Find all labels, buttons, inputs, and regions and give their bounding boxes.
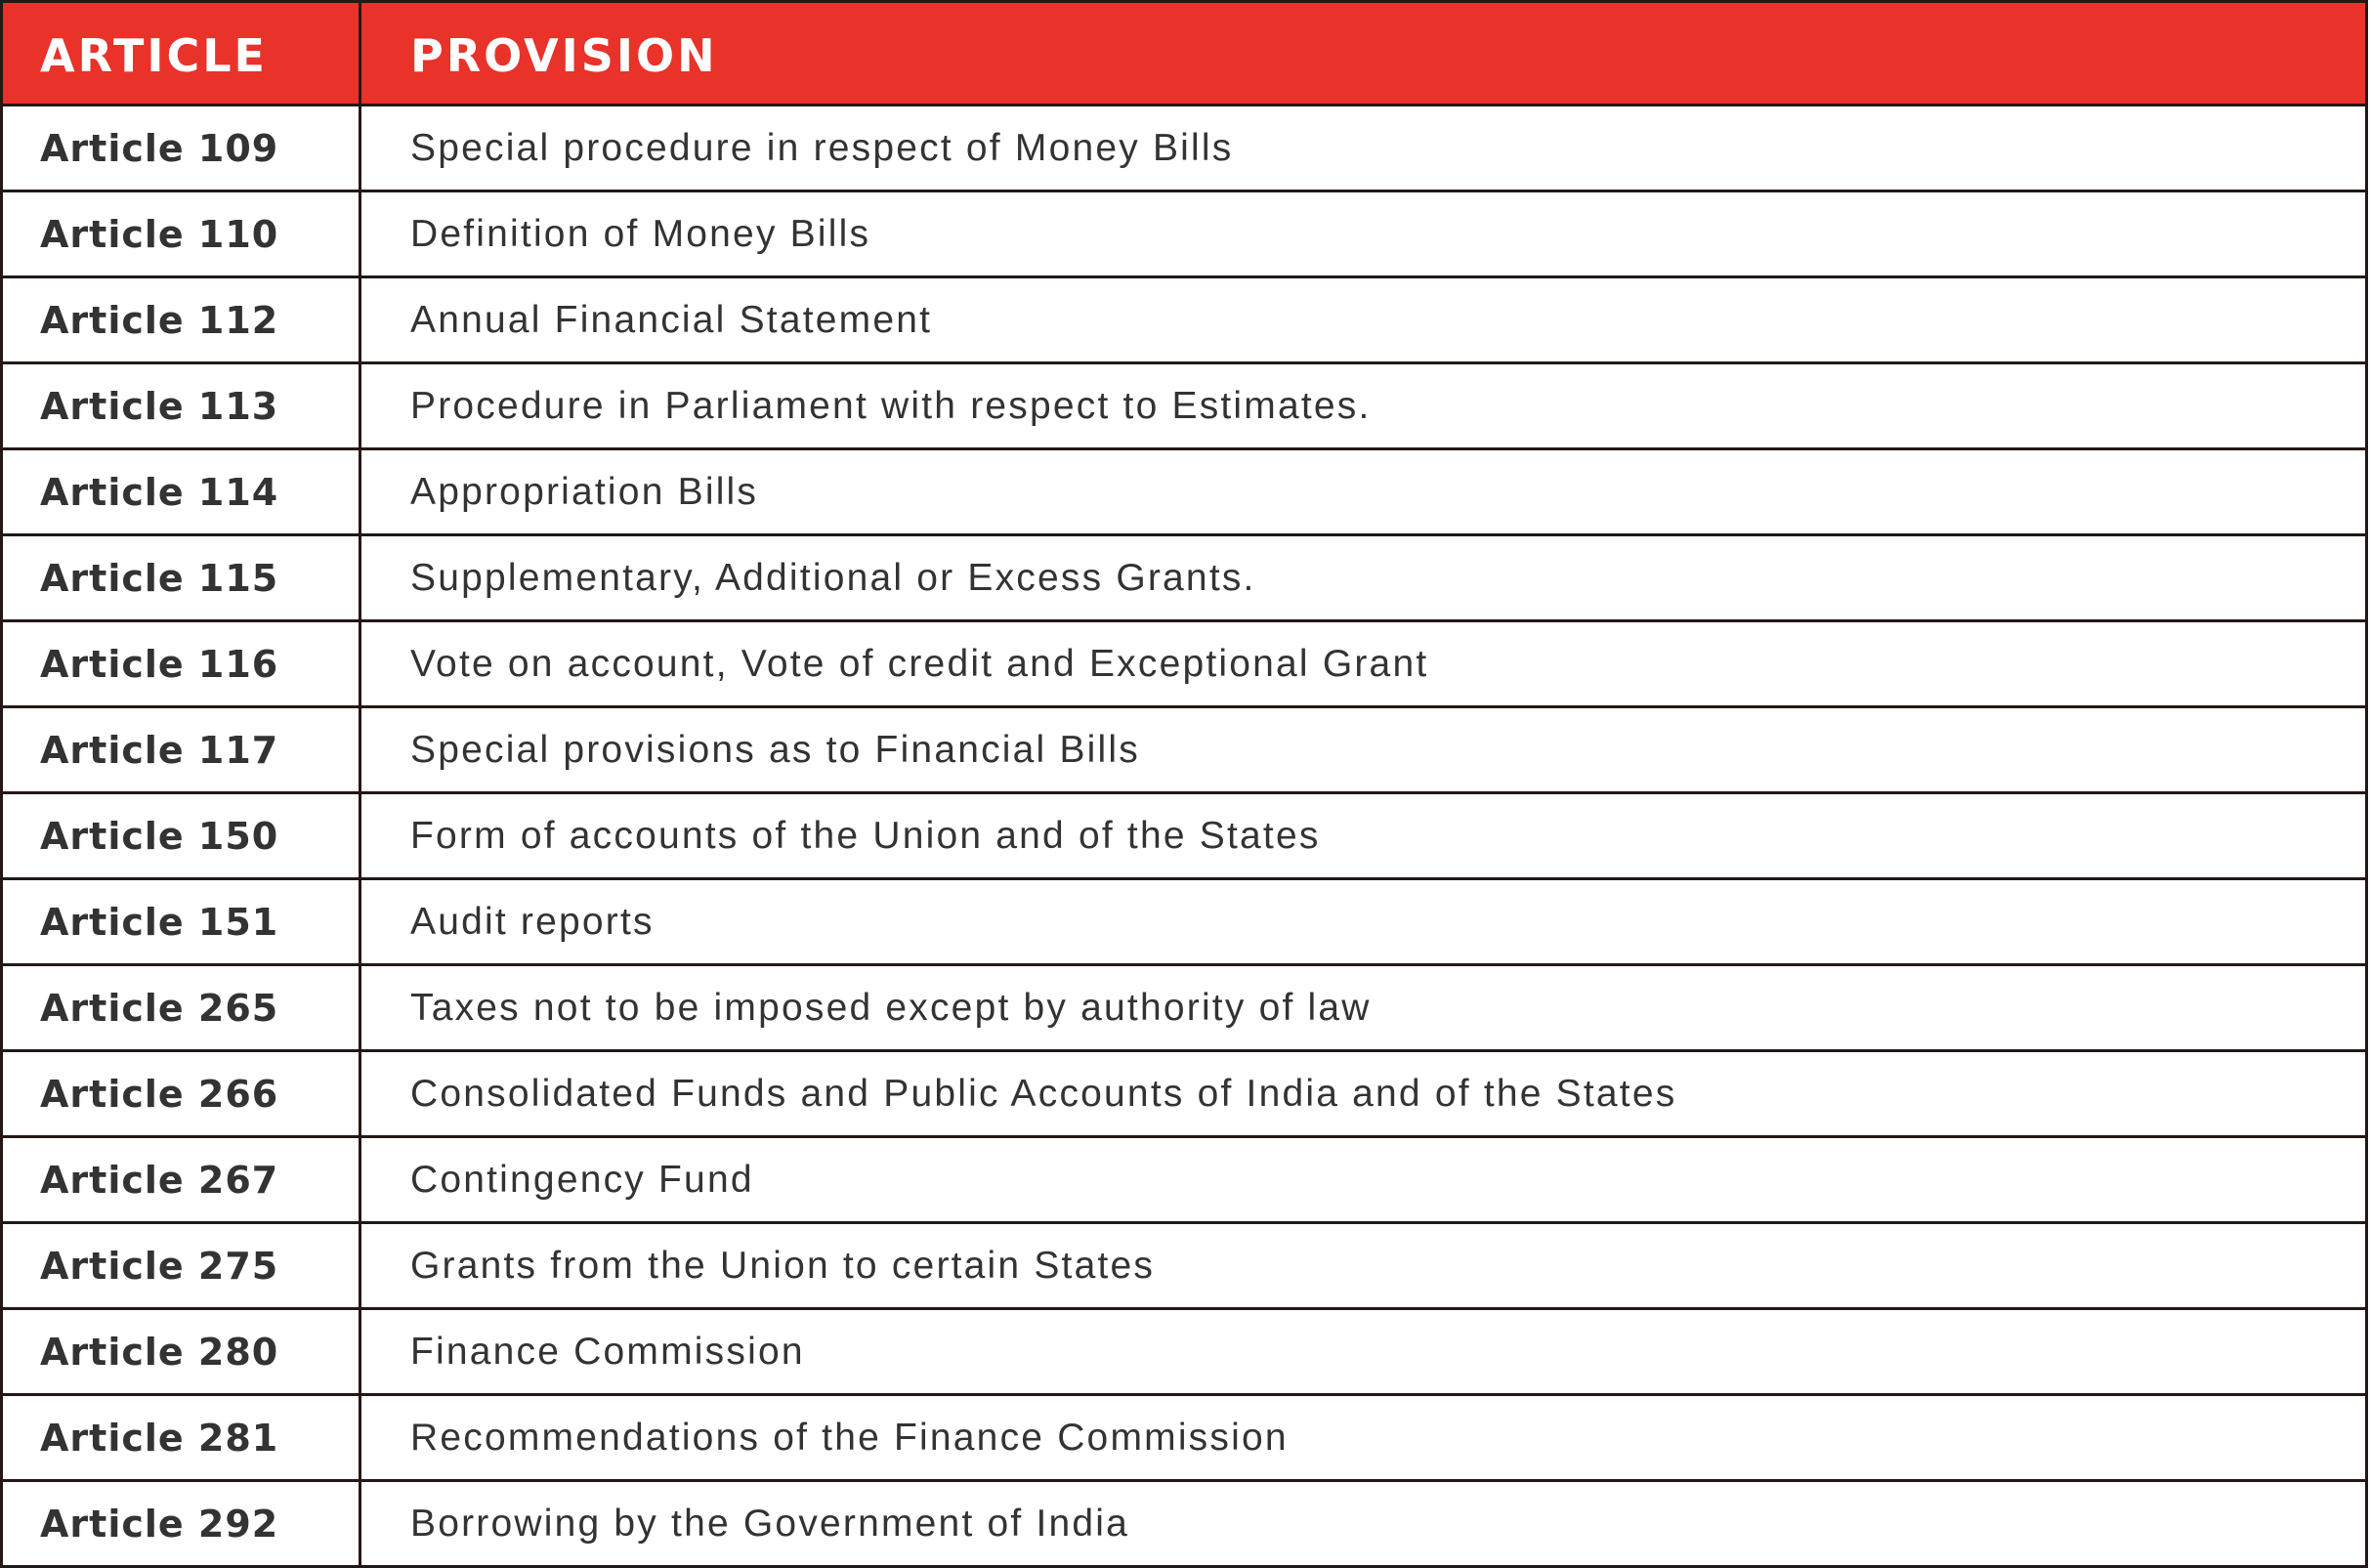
provision-cell: Definition of Money Bills <box>360 191 2367 277</box>
table-row <box>2 621 2367 707</box>
provision-cell: Annual Financial Statement <box>360 277 2367 363</box>
column-header-provision: PROVISION <box>360 2 2367 106</box>
table-row <box>2 707 2367 793</box>
article-number-cell: Article 266 <box>2 1051 360 1137</box>
table-row <box>2 106 2367 191</box>
provision-cell: Grants from the Union to certain States <box>360 1223 2367 1309</box>
article-number-cell: Article 113 <box>2 363 360 449</box>
table-row <box>2 1481 2367 1567</box>
provision-cell: Borrowing by the Government of India <box>360 1481 2367 1567</box>
article-number-cell: Article 151 <box>2 879 360 965</box>
article-number-cell: Article 116 <box>2 621 360 707</box>
article-number-cell: Article 109 <box>2 106 360 191</box>
header-row <box>2 2 2367 106</box>
provision-cell: Supplementary, Additional or Excess Grants. <box>360 535 2367 621</box>
table-row <box>2 1395 2367 1481</box>
table-row <box>2 879 2367 965</box>
article-number-cell: Article 112 <box>2 277 360 363</box>
provision-cell: Contingency Fund <box>360 1137 2367 1223</box>
article-number-cell: Article 281 <box>2 1395 360 1481</box>
table-row <box>2 1051 2367 1137</box>
article-number-cell: Article 292 <box>2 1481 360 1567</box>
table-row <box>2 363 2367 449</box>
table-row <box>2 965 2367 1051</box>
table-row <box>2 1309 2367 1395</box>
provision-cell: Vote on account, Vote of credit and Exceptional Grant <box>360 621 2367 707</box>
article-number-cell: Article 117 <box>2 707 360 793</box>
provision-cell: Special procedure in respect of Money Bills <box>360 106 2367 191</box>
provision-cell: Taxes not to be imposed except by authority of law <box>360 965 2367 1051</box>
provision-cell: Finance Commission <box>360 1309 2367 1395</box>
provision-cell: Special provisions as to Financial Bills <box>360 707 2367 793</box>
table-header <box>2 2 2367 106</box>
provision-cell: Consolidated Funds and Public Accounts of India and of the States <box>360 1051 2367 1137</box>
provision-cell: Audit reports <box>360 879 2367 965</box>
table-row <box>2 1223 2367 1309</box>
provision-cell: Procedure in Parliament with respect to Estimates. <box>360 363 2367 449</box>
article-number-cell: Article 150 <box>2 793 360 879</box>
provision-cell: Recommendations of the Finance Commission <box>360 1395 2367 1481</box>
article-number-cell: Article 275 <box>2 1223 360 1309</box>
table-row <box>2 793 2367 879</box>
column-header-article: ARTICLE <box>2 2 360 106</box>
table-row <box>2 191 2367 277</box>
article-number-cell: Article 114 <box>2 449 360 535</box>
provision-cell: Form of accounts of the Union and of the States <box>360 793 2367 879</box>
table-row <box>2 535 2367 621</box>
article-number-cell: Article 110 <box>2 191 360 277</box>
table-row <box>2 277 2367 363</box>
table-row <box>2 449 2367 535</box>
article-number-cell: Article 115 <box>2 535 360 621</box>
table-row <box>2 1137 2367 1223</box>
article-number-cell: Article 267 <box>2 1137 360 1223</box>
article-number-cell: Article 280 <box>2 1309 360 1395</box>
provision-cell: Appropriation Bills <box>360 449 2367 535</box>
article-number-cell: Article 265 <box>2 965 360 1051</box>
table-body <box>2 106 2367 1567</box>
